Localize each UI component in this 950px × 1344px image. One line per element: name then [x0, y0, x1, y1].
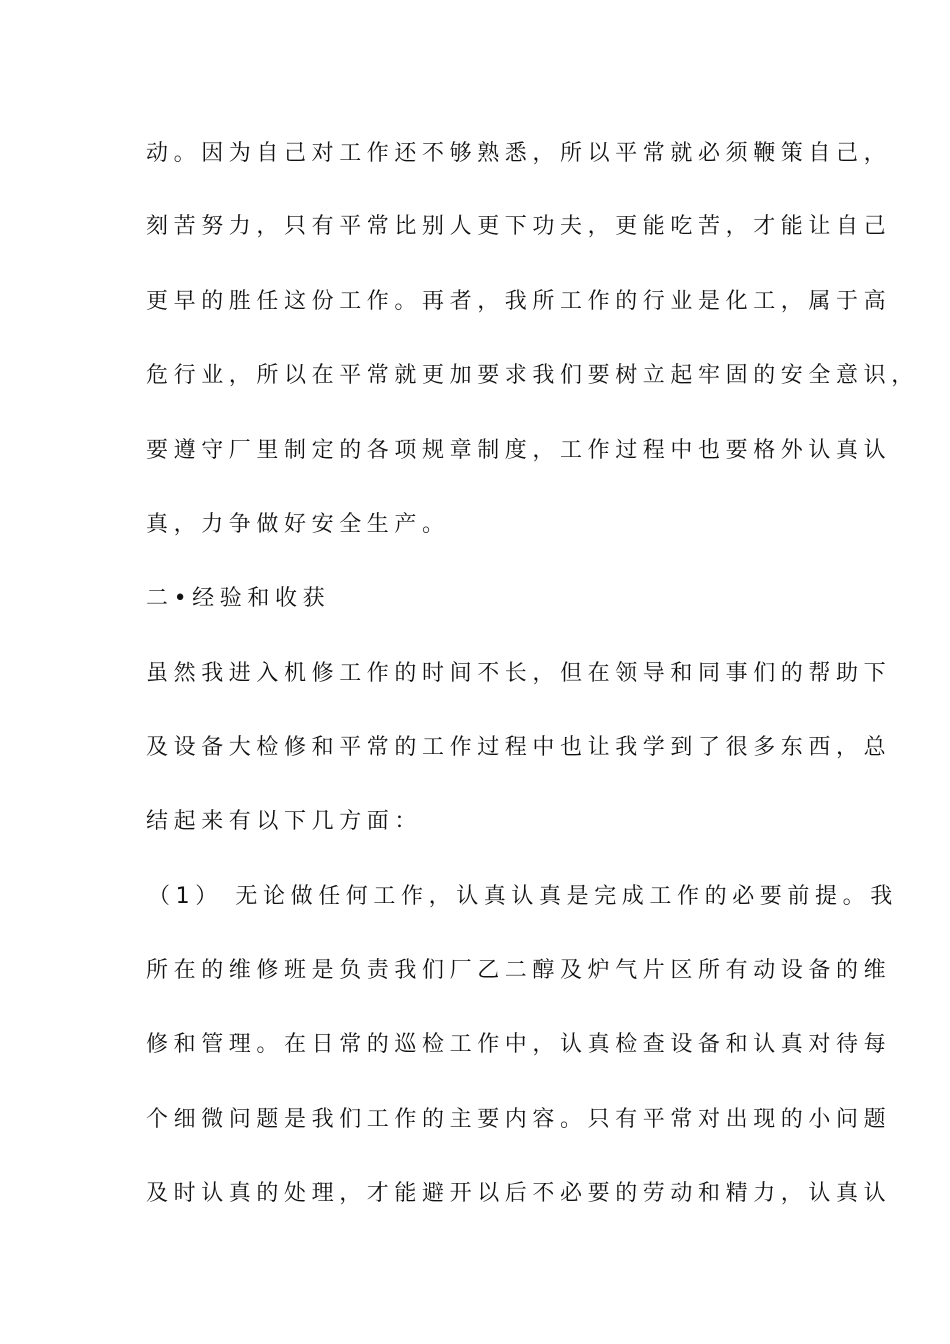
list-item-line: （1） 无论做任何工作，认真认真是完成工作的必要前提。我 [148, 884, 898, 909]
paragraph-line: 虽然我进入机修工作的时间不长，但在领导和同事们的帮助下 [146, 661, 892, 686]
paragraph-line: 及时认真的处理，才能避开以后不必要的劳动和精力，认真认 [146, 1181, 892, 1206]
paragraph-line: 真，力争做好安全生产。 [146, 512, 450, 537]
paragraph-line: 刻苦努力，只有平常比别人更下功夫，更能吃苦，才能让自己 [146, 214, 892, 239]
paragraph-line: 结起来有以下几方面： [146, 809, 423, 834]
paragraph-line: 及设备大检修和平常的工作过程中也让我学到了很多东西，总 [146, 735, 892, 760]
paragraph-line: 更早的胜任这份工作。再者，我所工作的行业是化工，属于高 [146, 289, 892, 314]
paragraph-line: 个细微问题是我们工作的主要内容。只有平常对出现的小问题 [146, 1107, 892, 1132]
paragraph-line: 修和管理。在日常的巡检工作中，认真检查设备和认真对待每 [146, 1032, 892, 1057]
paragraph-line: 危行业，所以在平常就更加要求我们要树立起牢固的安全意识， [146, 363, 919, 388]
section-heading: 二•经验和收获 [146, 586, 331, 611]
paragraph-line: 动。因为自己对工作还不够熟悉，所以平常就必须鞭策自己， [146, 141, 892, 166]
paragraph-line: 要遵守厂里制定的各项规章制度，工作过程中也要格外认真认 [146, 438, 892, 463]
paragraph-line: 所在的维修班是负责我们厂乙二醇及炉气片区所有动设备的维 [146, 958, 892, 983]
